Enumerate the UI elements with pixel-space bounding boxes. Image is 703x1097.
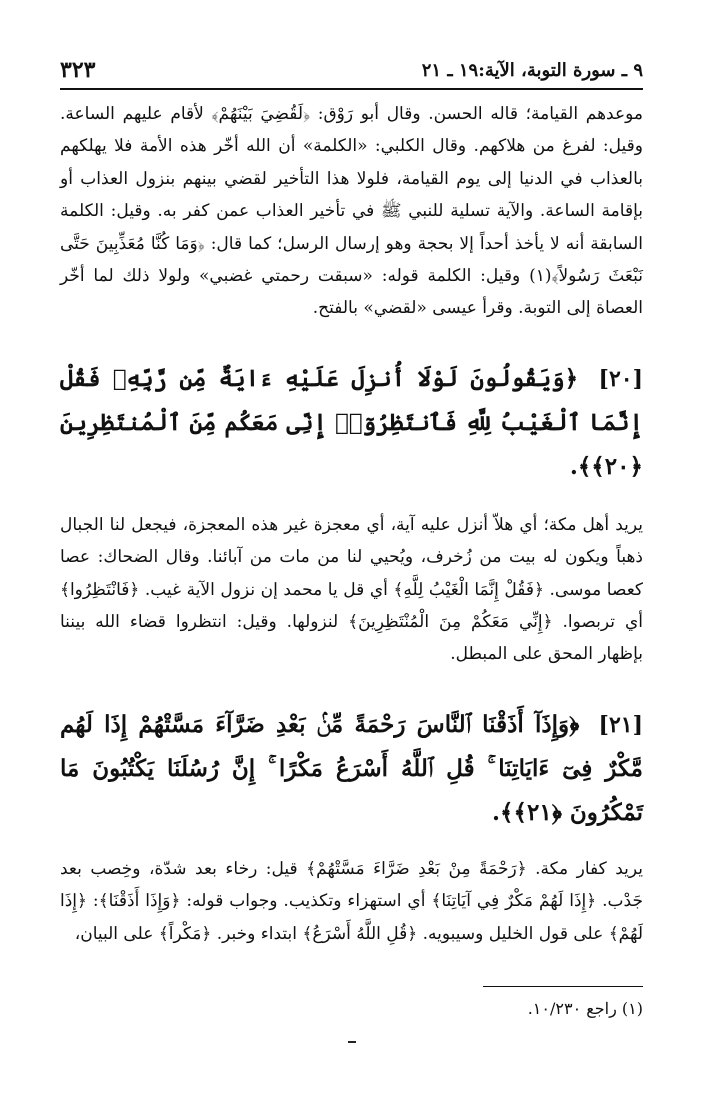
commentary-21: يريد كفار مكة. ﴿رَحْمَةً مِنْ بَعْدِ ضَرَّاءَ مَسَّتْهُمْ﴾ قيل: رخاء بعد شدّة، وخِصب بعد جَدْب. ﴿إِذَا لَهُمْ مَكْرٌ فِي آيَاتِنَا﴾ أي استهزاء وتكذيب. وجواب قوله: ﴿وَإِذَا أَذَقْنَا﴾: ﴿إِذَا لَهُمْ﴾ على قول الخليل وسيبويه. ﴿قُلِ اللَّهُ أَسْرَعُ﴾ ابتداء وخبر. ﴿مَكْراً﴾ على البيان،	[60, 858, 643, 944]
footnote-divider	[483, 986, 643, 987]
commentary-20: يريد أهل مكة؛ أي هلاّ أنزل عليه آية، أي معجزة غير هذه المعجزة، فيجعل لنا الجبال ذهباً ويكون له بيت من زُخرف، ويُحيي لنا من مات من آبائنا. وقال الضحاك: عصا كعصا موسى. ﴿فَقُلْ إِنَّمَا الْغَيْبُ لِلَّهِ﴾ أي قل يا محمد إن نزول الآية غيب. ﴿فَانْتَظِرُوا﴾ أي تربصوا. ﴿إِنِّي مَعَكُمْ مِنَ الْمُنْتَظِرِينَ﴾ لنزولها. وقيل: انتظروا قضاء الله بيننا بإظهار المحق على المبطل.	[60, 514, 643, 665]
page-body	[60, 98, 643, 950]
verse-21-block	[60, 703, 643, 835]
running-title: ٩ ـ سورة التوبة، الآية:١٩ ـ ٢١	[421, 59, 643, 81]
intro-paragraph: موعدهم القيامة؛ قاله الحسن. وقال أبو رَوْق: ﴿لَقُضِيَ بَيْنَهُمْ﴾ لأقام عليهم الساعة. وقيل: لفرغ من هلاكهم. وقال الكلبي: «الكلمة» أن الله أخّر هذه الأمة فلا يهلكهم بالعذاب في الدنيا إلى يوم القيامة، فلولا هذا التأخير لقضي بينهم بنزول العذاب أو بإقامة الساعة. والآية تسلية للنبي ﷺ في تأخير العذاب عمن كفر به. وقيل: الكلمة السابقة أنه لا يأخذ أحداً إلا بحجة وهو إرسال الرسل؛ كما قال: ﴿وَمَا كُنَّا مُعَذِّبِينَ حَتَّى نَبْعَثَ رَسُولاً﴾(١) وقيل: الكلمة قوله: «سبقت رحمتي غضبي» ولولا ذلك لما أخّر العصاة إلى التوبة. وقرأ عيسى «لقضي» بالفتح.	[60, 104, 643, 319]
footnote: (١) راجع ١٠/٢٣٠.	[527, 999, 643, 1018]
verse-20-block	[60, 357, 643, 489]
page-number: ٣٢٣	[60, 57, 96, 83]
page-header	[60, 52, 643, 90]
verse-21-text: ﴿وَإِذَآ أَذَقْنَا ٱلنَّاسَ رَحْمَةً مِّنۢ بَعْدِ ضَرَّآءَ مَسَّتْهُمْ إِذَا لَهُم مَّكْرٌ فِىٓ ءَايَاتِنَا ۚ قُلِ ٱللَّهُ أَسْرَعُ مَكْرًا ۚ إِنَّ رُسُلَنَا يَكْتُبُونَ مَا تَمْكُرُونَ ﴿٢١﴾﴾.	[60, 710, 643, 826]
page-mark	[348, 1041, 356, 1043]
verse-21-number: [٢١]	[598, 711, 644, 738]
verse-20-number: [٢٠]	[598, 365, 643, 392]
verse-20-text: ﴿وَيَقُولُونَ لَوْلَا أُنزِلَ عَلَيْهِ ءَايَةٌ مِّن رَّبِّهِۦ فَقُلْ إِنَّمَا ٱلْغَيْبُ لِلَّهِ فَٱنتَظِرُوٓا۟ إِنِّى مَعَكُم مِّنَ ٱلْمُنتَظِرِينَ ﴿٢٠﴾﴾.	[60, 364, 643, 480]
